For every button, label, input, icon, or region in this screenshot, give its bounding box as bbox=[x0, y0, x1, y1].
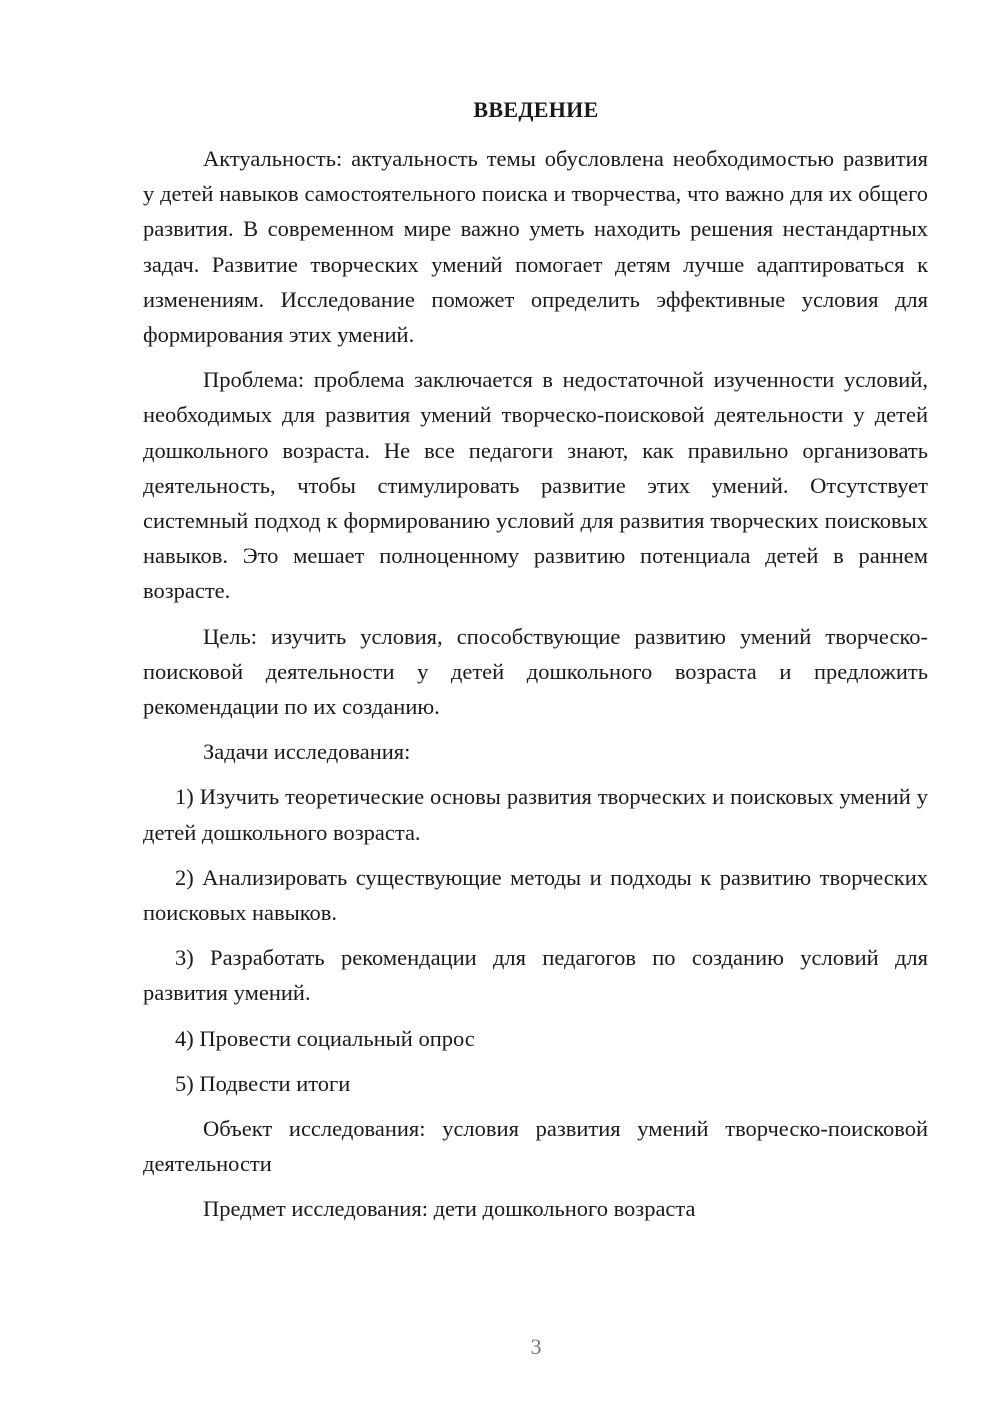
page-number: 3 bbox=[530, 1334, 542, 1359]
task-item-2: 2) Анализировать существующие методы и подходы к развитию творческих поисковых навыков. bbox=[143, 864, 928, 926]
subject-paragraph: Предмет исследования: дети дошкольного возраста bbox=[203, 1196, 696, 1222]
body-text bbox=[143, 141, 928, 1237]
task-item-1: 1) Изучить теоретические основы развития творческих и поисковых умений у детей дошкольного возраста. bbox=[143, 784, 928, 845]
task-item-3: 3) Разработать рекомендации для педагогов по созданию условий для развития умений. bbox=[143, 945, 928, 1006]
goal-paragraph: Цель: изучить условия, способствующие развитию умений творческо-поисковой деятельности у детей дошкольного возраста и предложить рекомендации по их созданию. bbox=[143, 623, 928, 720]
section-title: ВВЕДЕНИЕ bbox=[473, 97, 599, 122]
task-item-5: 5) Подвести итоги bbox=[175, 1070, 351, 1096]
problem-paragraph: Проблема: проблема заключается в недостаточной изученности условий, необходимых для развития умений творческо-поисковой деятельности у детей дошкольного возраста. Не все педагоги знают, как правильно организовать деятельность, чтобы стимулировать развитие этих умений. Отсутствует системный подход к формированию условий для развития творческих поисковых навыков. Это мешает полноценному развитию потенциала детей в раннем возрасте. bbox=[143, 367, 928, 604]
relevance-paragraph: Актуальность: актуальность темы обусловлена необходимостью развития у детей навыков самостоятельного поиска и творчества, что важно для их общего развития. В современном мире важно уметь находить решения нестандартных задач. Развитие творческих умений помогает детям лучше адаптироваться к изменениям. Исследование поможет определить эффективные условия для формирования этих умений. bbox=[143, 146, 928, 348]
tasks-heading: Задачи исследования: bbox=[203, 739, 411, 765]
object-paragraph: Объект исследования: условия развития умений творческо-поисковой деятельности bbox=[143, 1116, 928, 1177]
task-item-4: 4) Провести социальный опрос bbox=[175, 1025, 475, 1051]
